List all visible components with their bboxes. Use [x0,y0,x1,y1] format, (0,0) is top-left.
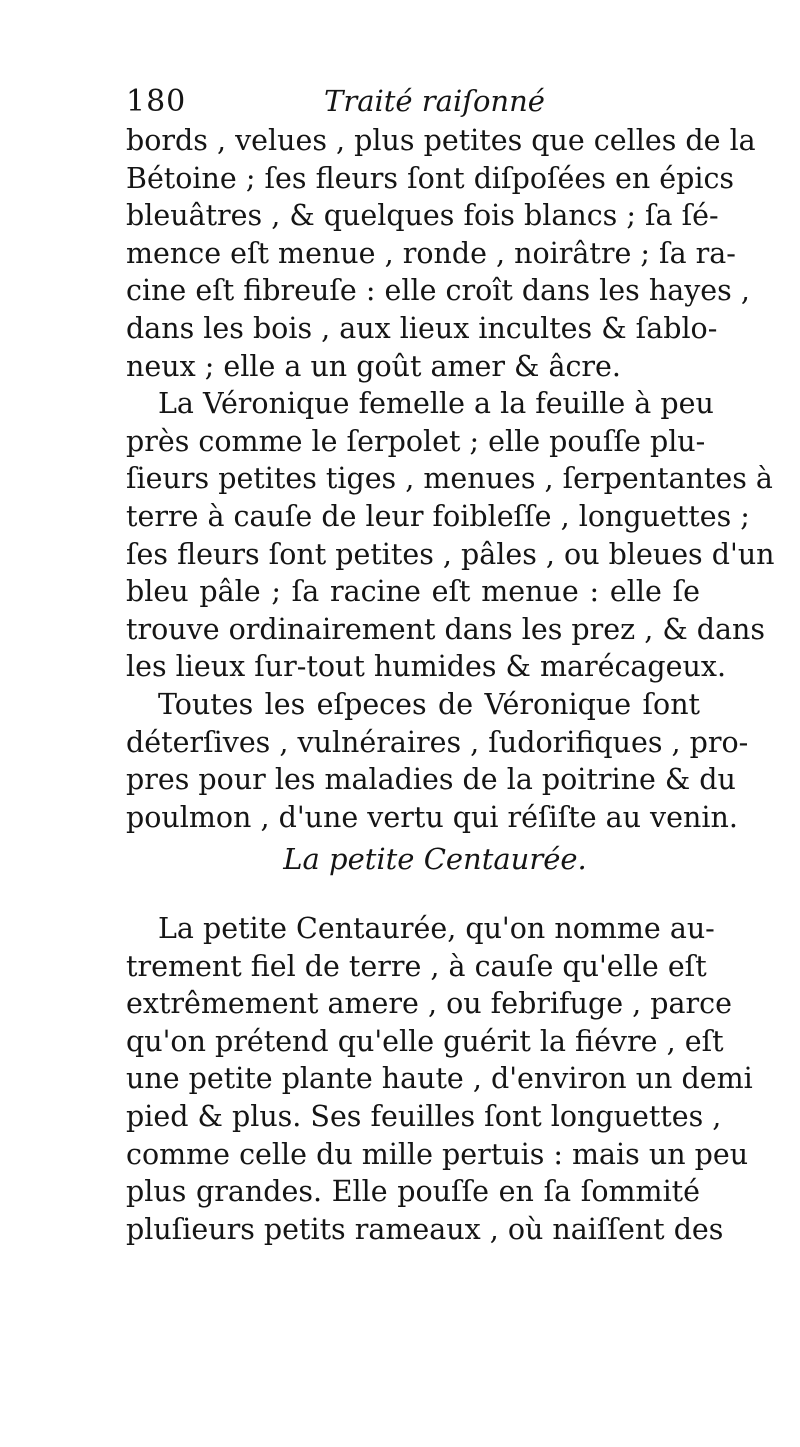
text-line: une petite plante haute , d'environ un demi [126,1062,753,1096]
text-line: comme celle du mille pertuis : mais un peu [126,1137,749,1171]
running-head [126,84,646,124]
section-heading [0,840,800,878]
text-line: bleu pâle ; ſa racine eſt menue : elle ſe [126,575,700,609]
text-line: qu'on prétend qu'elle guérit la fiévre , eſt [126,1024,724,1058]
text-line: plus grandes. Elle pouſſe en ſa ſommité [126,1175,700,1209]
page-number: 180 [126,84,187,119]
body-text [126,122,775,836]
text-line: Toutes les eſpeces de Véronique ſont [158,687,700,721]
text-line: pluſieurs petits rameaux , où naiſſent des [126,1212,724,1246]
text-line: près comme le ſerpolet ; elle pouſſe plu- [126,424,706,458]
text-line: trement fiel de terre , à cauſe qu'elle eſt [126,949,707,983]
text-line: trouve ordinairement dans les prez , & dans [126,612,765,646]
text-line: bords , velues , plus petites que celles de la [126,124,756,157]
text-line: Bétoine ; ſes fleurs ſont diſpoſées en épics [126,161,735,195]
text-line: cine eſt fibreuſe : elle croît dans les hayes , [126,274,750,308]
text-line: bleuâtres , & quelques fois blancs ; ſa ſé- [126,199,719,233]
text-line: dans les bois , aux lieux incultes & ſablo- [126,311,718,345]
text-line: poulmon , d'une vertu qui réſiſte au venin. [126,800,738,834]
text-line: déterſives , vulnéraires , ſudorifiques , pro- [126,725,749,759]
text-line: terre à cauſe de leur foibleſſe , longuettes ; [126,499,750,533]
text-line: pied & plus. Ses feuilles ſont longuettes , [126,1099,722,1133]
text-line: neux ; elle a un goût amer & âcre. [126,349,621,383]
text-line: mence eſt menue , ronde , noirâtre ; ſa ra- [126,236,736,270]
text-line: les lieux ſur-tout humides & marécageux. [126,650,727,684]
section-body-text [126,910,753,1248]
text-line: ſieurs petites tiges , menues , ſerpentantes à [126,462,773,496]
text-line: ſes fleurs ſont petites , pâles , ou bleues d'un [126,537,775,571]
section-title: La petite Centaurée. [283,842,587,876]
text-line: extrêmement amere , ou febrifuge , parce [126,987,732,1021]
text-line: pres pour les maladies de la poitrine & du [126,763,736,797]
running-title: Traité raiſonné [324,84,545,118]
text-line: La petite Centaurée, qu'on nomme au- [158,912,715,945]
text-line: La Véronique femelle a la feuille à peu [158,387,714,421]
